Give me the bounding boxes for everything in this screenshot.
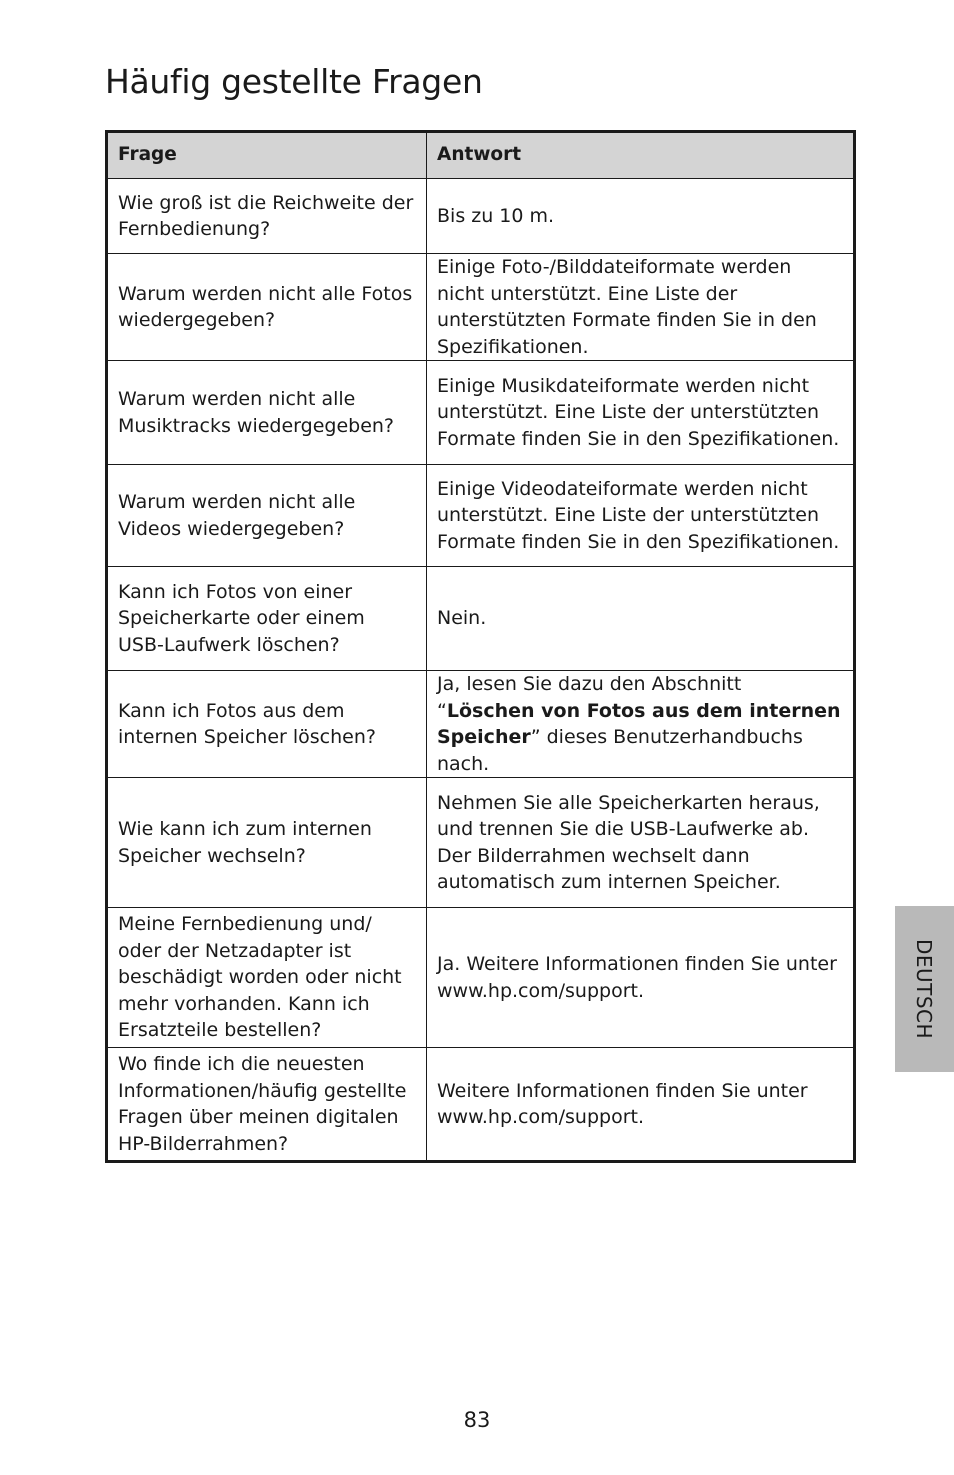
header-question: Frage	[107, 132, 427, 179]
question-cell: Kann ich Fotos von einer Speicherkarte oder einem USB-Laufwerk löschen?	[107, 567, 427, 671]
answer-text: Ja, lesen Sie dazu den Abschnitt “	[437, 673, 742, 722]
table-row	[107, 908, 855, 1048]
answer-text: ” dieses Benutzerhandbuchs nach.	[437, 726, 803, 775]
header-answer: Antwort	[427, 132, 855, 179]
table-row	[107, 567, 855, 671]
answer-cell: Einige Musikdateiformate werden nicht unterstützt. Eine Liste der unterstützten Formate finden Sie in den Spezifikationen.	[427, 361, 855, 465]
answer-cell: Ja. Weitere Informationen finden Sie unter www.hp.com/support.	[427, 908, 855, 1048]
answer-cell: Bis zu 10 m.	[427, 179, 855, 254]
answer-cell: Einige Videodateiformate werden nicht unterstützt. Eine Liste der unterstützten Formate finden Sie in den Spezifikationen.	[427, 465, 855, 567]
table-row	[107, 1048, 855, 1162]
table-row	[107, 778, 855, 908]
question-cell: Wie groß ist die Reichweite der Fernbedienung?	[107, 179, 427, 254]
language-tab	[895, 906, 954, 1072]
page-title: Häufig gestellte Fragen	[105, 62, 483, 101]
answer-cell: Nehmen Sie alle Speicherkarten heraus, und trennen Sie die USB-Laufwerke ab. Der Bilderrahmen wechselt dann automatisch zum internen Speicher.	[427, 778, 855, 908]
table-row	[107, 671, 855, 778]
question-cell: Wie kann ich zum internen Speicher wechseln?	[107, 778, 427, 908]
page-number: 83	[463, 1408, 491, 1432]
question-cell: Warum werden nicht alle Fotos wiedergegeben?	[107, 254, 427, 361]
section-reference: Löschen von Fotos aus dem internen Speicher	[437, 699, 841, 748]
table-row	[107, 179, 855, 254]
question-cell: Wo finde ich die neuesten Informationen/häufig gestellte Fragen über meinen digitalen HP-Bilderrahmen?	[107, 1048, 427, 1162]
table-row	[107, 465, 855, 567]
answer-cell: Einige Foto-/Bilddateiformate werden nicht unterstützt. Eine Liste der unterstützten Formate finden Sie in den Spezifikationen.	[427, 254, 855, 361]
answer-cell	[427, 671, 855, 778]
answer-cell: Nein.	[427, 567, 855, 671]
language-tab-label: DEUTSCH	[912, 938, 937, 1040]
table-header-row	[107, 132, 855, 179]
question-cell: Warum werden nicht alle Videos wiedergegeben?	[107, 465, 427, 567]
table-row	[107, 254, 855, 361]
question-cell: Meine Fernbedienung und/ oder der Netzadapter ist beschädigt worden oder nicht mehr vorhanden. Kann ich Ersatzteile bestellen?	[107, 908, 427, 1048]
question-cell: Warum werden nicht alle Musiktracks wiedergegeben?	[107, 361, 427, 465]
table-row	[107, 361, 855, 465]
answer-cell: Weitere Informationen finden Sie unter www.hp.com/support.	[427, 1048, 855, 1162]
question-cell: Kann ich Fotos aus dem internen Speicher löschen?	[107, 671, 427, 778]
faq-table	[105, 130, 856, 1163]
